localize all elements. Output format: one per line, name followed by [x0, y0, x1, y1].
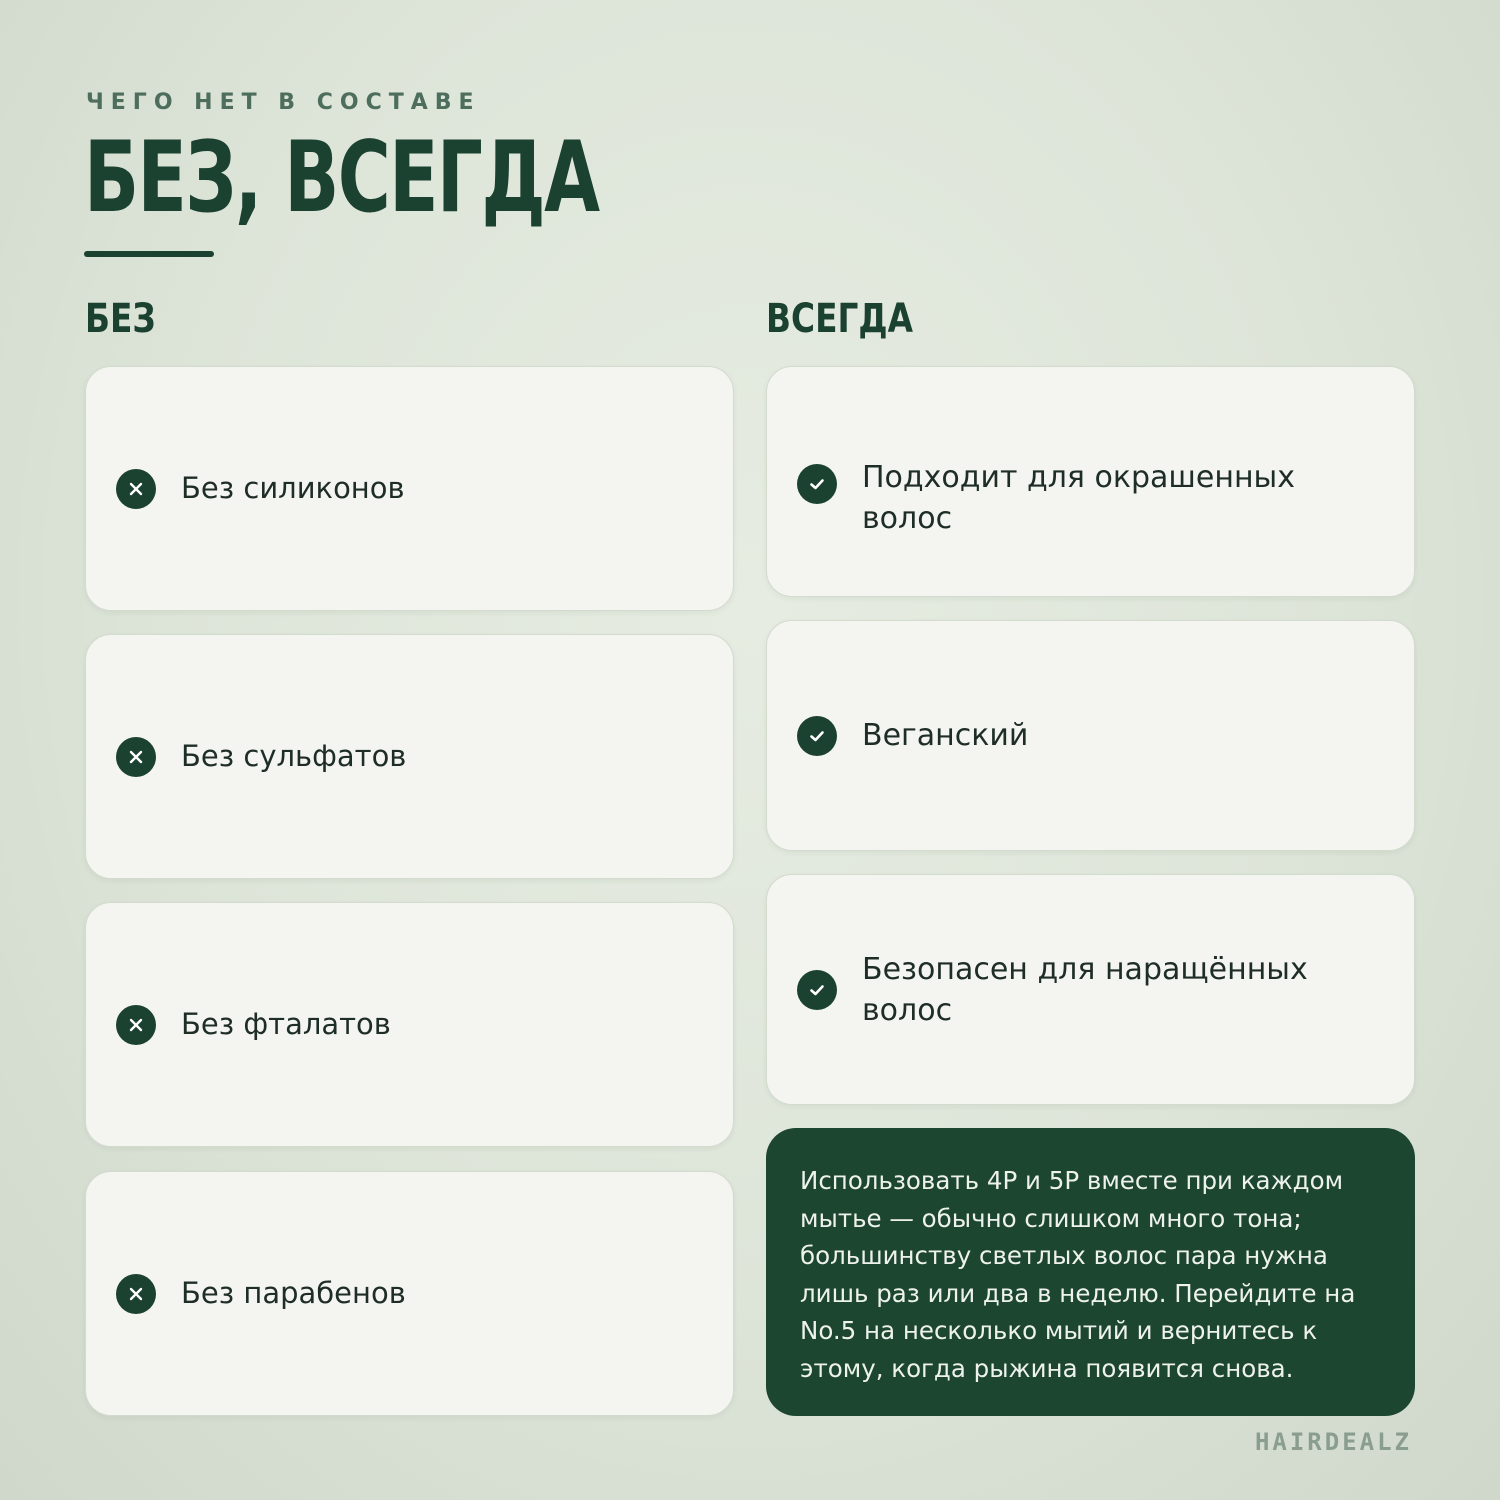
title-underline — [84, 251, 214, 257]
check-circle-icon — [797, 716, 837, 756]
always-card — [766, 874, 1415, 1105]
always-column-heading: ВСЕГДА — [766, 296, 913, 342]
x-circle-icon — [116, 1274, 156, 1314]
always-card — [766, 366, 1415, 597]
without-card-label: Без парабенов — [181, 1276, 406, 1310]
page-title: БЕЗ, ВСЕГДА — [84, 121, 599, 235]
without-card — [85, 634, 734, 879]
usage-note — [766, 1128, 1415, 1416]
always-card-label: Подходит для окрашенных волос — [862, 460, 1295, 536]
usage-note-text: Использовать 4P и 5P вместе при каждом мытье — обычно слишком много тона; большинству светлых волос пара нужна лишь раз или два в неделю. Перейдите на No.5 на несколько мытий и вернитесь к этому, когда рыжина появится снова. — [800, 1166, 1356, 1383]
x-circle-icon — [116, 1005, 156, 1045]
without-card-label: Без фталатов — [181, 1007, 391, 1041]
without-card — [85, 902, 734, 1147]
without-card-label: Без сульфатов — [181, 739, 407, 773]
check-circle-icon — [797, 970, 837, 1010]
brand-logo: HAIRDEALZ — [1254, 1428, 1412, 1456]
x-circle-icon — [116, 469, 156, 509]
eyebrow-label: ЧЕГО НЕТ В СОСТАВЕ — [86, 90, 481, 115]
without-card-label: Без силиконов — [181, 471, 405, 505]
without-card — [85, 366, 734, 611]
always-card-label: Веганский — [862, 718, 1029, 753]
always-card-label: Безопасен для наращённых волос — [862, 951, 1308, 1028]
always-card — [766, 620, 1415, 851]
x-circle-icon — [116, 737, 156, 777]
without-card — [85, 1171, 734, 1416]
check-circle-icon — [797, 464, 837, 504]
without-column-heading: БЕЗ — [85, 296, 156, 342]
